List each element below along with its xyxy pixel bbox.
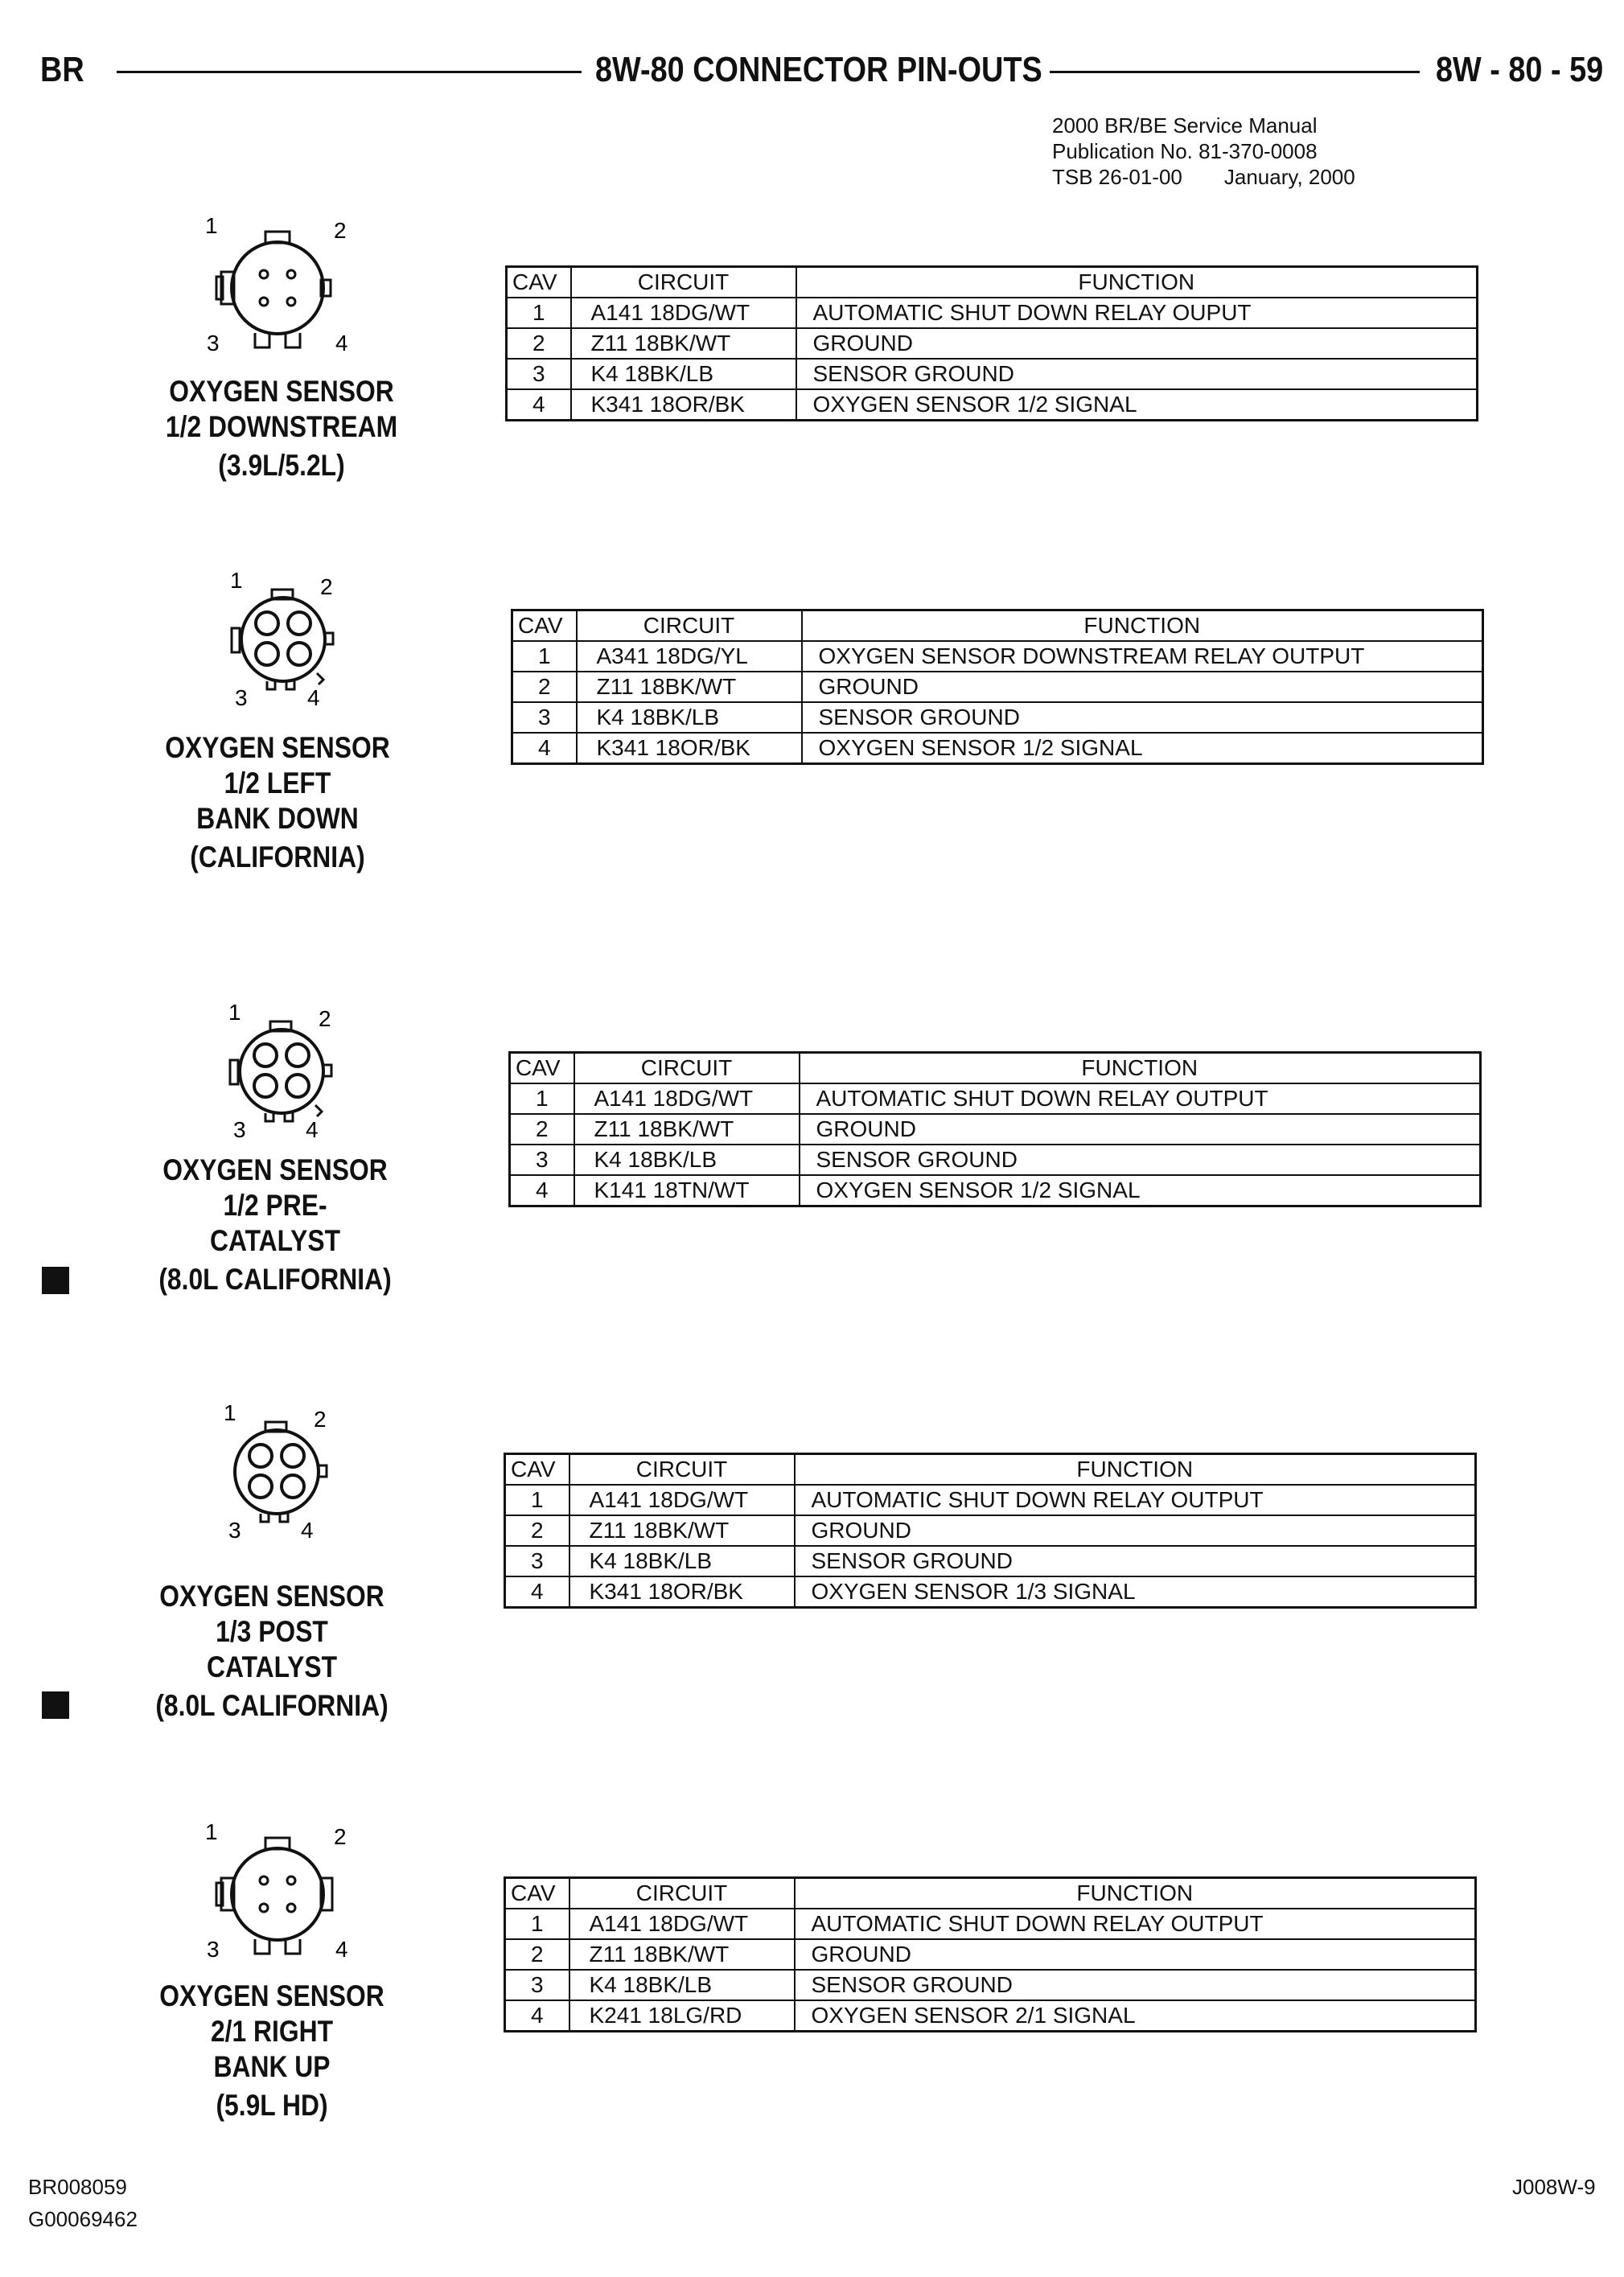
caption-line: BANK UP [213, 2050, 331, 2083]
pin-label-2: 2 [334, 218, 347, 243]
table-row [512, 672, 1483, 702]
footer-code-2: G00069462 [28, 2207, 138, 2231]
cell-function: OXYGEN SENSOR 1/2 SIGNAL [802, 733, 1483, 764]
revision-marker [42, 1691, 69, 1719]
pinout-table-1 [505, 265, 1478, 421]
table-header-row [505, 1878, 1476, 1909]
cell-circuit: A141 18DG/WT [574, 1083, 800, 1114]
pin-label-1: 1 [205, 213, 218, 238]
cell-circuit: Z11 18BK/WT [569, 1939, 795, 1970]
tsb-line [1052, 164, 1355, 190]
col-header-function: FUNCTION [795, 1454, 1476, 1486]
table-row [505, 2000, 1476, 2032]
pin-label-3: 3 [228, 1518, 241, 1543]
pin-label-4: 4 [301, 1518, 314, 1543]
connector-caption-4 [111, 1579, 433, 1724]
pin-label-3: 3 [207, 1937, 220, 1962]
cell-function: GROUND [796, 328, 1478, 359]
pin-label-4: 4 [306, 1117, 319, 1142]
pin-label-3: 3 [207, 331, 220, 356]
caption-line: 1/2 PRE- [223, 1189, 327, 1222]
col-header-circuit: CIRCUIT [571, 267, 796, 298]
cell-circuit: Z11 18BK/WT [569, 1515, 795, 1546]
col-header-function: FUNCTION [800, 1053, 1481, 1084]
cell-cav: 2 [512, 672, 577, 702]
table-row [505, 1970, 1476, 2000]
manual-title: 2000 BR/BE Service Manual [1052, 113, 1318, 138]
cell-circuit: K4 18BK/LB [569, 1546, 795, 1576]
page-title: 8W-80 CONNECTOR PIN-OUTS [595, 50, 1042, 89]
cell-function: OXYGEN SENSOR 1/2 SIGNAL [800, 1175, 1481, 1206]
cell-function: OXYGEN SENSOR DOWNSTREAM RELAY OUTPUT [802, 641, 1483, 672]
col-header-function: FUNCTION [795, 1878, 1476, 1909]
cell-function: AUTOMATIC SHUT DOWN RELAY OUTPUT [800, 1083, 1481, 1114]
page-number: 8W - 80 - 59 [1436, 50, 1604, 89]
table-row [512, 641, 1483, 672]
caption-line: CATALYST [209, 1224, 341, 1257]
pin-label-1: 1 [205, 1819, 218, 1844]
table-row [510, 1114, 1481, 1145]
header-rule-left [117, 71, 582, 73]
pinout-table-5 [504, 1876, 1477, 2032]
pin-label-4: 4 [307, 685, 320, 710]
pin-label-3: 3 [233, 1117, 246, 1142]
table-row [507, 359, 1478, 389]
caption-line: BANK DOWN [196, 802, 359, 835]
cell-function: SENSOR GROUND [796, 359, 1478, 389]
cell-circuit: Z11 18BK/WT [571, 328, 796, 359]
cell-function: SENSOR GROUND [800, 1145, 1481, 1175]
connector-diagram-5 [197, 1814, 358, 1975]
footer-code-1: BR008059 [28, 2175, 127, 2199]
caption-line: OXYGEN SENSOR [159, 1580, 384, 1613]
pinout-table-2 [511, 609, 1484, 765]
col-header-cav: CAV [505, 1454, 569, 1486]
pin-label-4: 4 [335, 331, 348, 356]
cell-cav: 1 [507, 298, 571, 328]
cell-cav: 4 [512, 733, 577, 764]
cell-cav: 4 [505, 2000, 569, 2032]
table-row [512, 733, 1483, 764]
cell-cav: 3 [512, 702, 577, 733]
col-header-circuit: CIRCUIT [569, 1878, 795, 1909]
caption-line: OXYGEN SENSOR [159, 1979, 384, 2012]
publication-number: Publication No. 81-370-0008 [1052, 139, 1318, 163]
cell-cav: 1 [505, 1909, 569, 1939]
table-header-row [507, 267, 1478, 298]
col-header-circuit: CIRCUIT [574, 1053, 800, 1084]
cell-cav: 3 [505, 1546, 569, 1576]
connector-diagram-2 [217, 559, 362, 712]
pin-label-1: 1 [230, 568, 243, 593]
caption-line: 1/3 POST [216, 1615, 328, 1648]
table-row [512, 702, 1483, 733]
cell-function: GROUND [802, 672, 1483, 702]
cell-circuit: K4 18BK/LB [571, 359, 796, 389]
cell-function: OXYGEN SENSOR 1/3 SIGNAL [795, 1576, 1476, 1608]
table-row [505, 1939, 1476, 1970]
cell-cav: 1 [510, 1083, 574, 1114]
cell-cav: 2 [510, 1114, 574, 1145]
cell-circuit: K341 18OR/BK [577, 733, 802, 764]
table-row [507, 298, 1478, 328]
cell-function: SENSOR GROUND [802, 702, 1483, 733]
cell-cav: 3 [505, 1970, 569, 2000]
cell-function: AUTOMATIC SHUT DOWN RELAY OUPUT [796, 298, 1478, 328]
table-row [507, 328, 1478, 359]
cell-circuit: K4 18BK/LB [574, 1145, 800, 1175]
table-row [505, 1909, 1476, 1939]
table-row [507, 389, 1478, 421]
pin-label-1: 1 [228, 1000, 241, 1025]
cell-function: GROUND [800, 1114, 1481, 1145]
col-header-cav: CAV [510, 1053, 574, 1084]
caption-line: 2/1 RIGHT [210, 2015, 334, 2048]
connector-diagram-4 [211, 1391, 356, 1544]
col-header-cav: CAV [507, 267, 571, 298]
cell-circuit: K241 18LG/RD [569, 2000, 795, 2032]
cell-function: SENSOR GROUND [795, 1970, 1476, 2000]
table-header-row [505, 1454, 1476, 1486]
connector-caption-5 [111, 1979, 433, 2123]
col-header-circuit: CIRCUIT [577, 610, 802, 642]
tsb-number: TSB 26-01-00 [1052, 165, 1182, 189]
publication-info [1052, 113, 1355, 190]
cell-circuit: Z11 18BK/WT [577, 672, 802, 702]
tsb-date: January, 2000 [1223, 165, 1355, 189]
pin-label-2: 2 [314, 1407, 327, 1432]
header-section-code: BR [40, 50, 84, 89]
cell-cav: 3 [510, 1145, 574, 1175]
connector-diagram-3 [216, 991, 360, 1144]
cell-circuit: K4 18BK/LB [577, 702, 802, 733]
cell-cav: 1 [505, 1485, 569, 1515]
caption-engine: (5.9L HD) [216, 2089, 328, 2122]
col-header-function: FUNCTION [796, 267, 1478, 298]
cell-circuit: K4 18BK/LB [569, 1970, 795, 2000]
cell-cav: 4 [507, 389, 571, 421]
table-row [510, 1083, 1481, 1114]
caption-line: 1/2 LEFT [224, 767, 331, 799]
table-row [510, 1145, 1481, 1175]
caption-line: OXYGEN SENSOR [165, 731, 390, 764]
pinout-table-4 [504, 1453, 1477, 1609]
cell-cav: 2 [505, 1939, 569, 1970]
cell-circuit: K341 18OR/BK [571, 389, 796, 421]
col-header-cav: CAV [512, 610, 577, 642]
connector-caption-1 [121, 374, 442, 483]
cell-cav: 1 [512, 641, 577, 672]
caption-engine: (8.0L CALIFORNIA) [155, 1689, 389, 1722]
pinout-table-3 [508, 1051, 1482, 1207]
cell-cav: 4 [510, 1175, 574, 1206]
pin-label-4: 4 [335, 1937, 348, 1962]
pin-label-2: 2 [334, 1824, 347, 1849]
col-header-function: FUNCTION [802, 610, 1483, 642]
table-row [505, 1576, 1476, 1608]
cell-function: AUTOMATIC SHUT DOWN RELAY OUTPUT [795, 1909, 1476, 1939]
revision-marker [42, 1267, 69, 1294]
cell-function: GROUND [795, 1515, 1476, 1546]
cell-function: OXYGEN SENSOR 1/2 SIGNAL [796, 389, 1478, 421]
cell-function: SENSOR GROUND [795, 1546, 1476, 1576]
cell-cav: 2 [505, 1515, 569, 1546]
pin-label-1: 1 [224, 1400, 236, 1425]
cell-circuit: A141 18DG/WT [569, 1909, 795, 1939]
connector-caption-2 [117, 730, 438, 875]
cell-function: AUTOMATIC SHUT DOWN RELAY OUTPUT [795, 1485, 1476, 1515]
header-rule-right [1050, 71, 1420, 73]
table-row [510, 1175, 1481, 1206]
cell-function: OXYGEN SENSOR 2/1 SIGNAL [795, 2000, 1476, 2032]
caption-line: OXYGEN SENSOR [169, 375, 394, 408]
connector-diagram-1 [197, 208, 358, 368]
cell-circuit: A341 18DG/YL [577, 641, 802, 672]
caption-line: 1/2 DOWNSTREAM [165, 410, 398, 443]
cell-cav: 4 [505, 1576, 569, 1608]
pin-label-2: 2 [320, 574, 333, 599]
caption-engine: (3.9L/5.2L) [218, 449, 345, 482]
table-header-row [510, 1053, 1481, 1084]
table-row [505, 1485, 1476, 1515]
table-row [505, 1546, 1476, 1576]
pin-label-3: 3 [235, 685, 248, 710]
caption-engine: (8.0L CALIFORNIA) [158, 1263, 392, 1296]
cell-function: GROUND [795, 1939, 1476, 1970]
cell-circuit: Z11 18BK/WT [574, 1114, 800, 1145]
cell-circuit: K141 18TN/WT [574, 1175, 800, 1206]
caption-engine: (CALIFORNIA) [190, 841, 365, 873]
cell-cav: 2 [507, 328, 571, 359]
caption-line: OXYGEN SENSOR [162, 1153, 388, 1186]
pin-label-2: 2 [319, 1006, 331, 1031]
footer-code-right: J008W-9 [1512, 2175, 1596, 2199]
table-row [505, 1515, 1476, 1546]
caption-line: CATALYST [206, 1650, 338, 1683]
cell-cav: 3 [507, 359, 571, 389]
cell-circuit: A141 18DG/WT [571, 298, 796, 328]
table-header-row [512, 610, 1483, 642]
col-header-cav: CAV [505, 1878, 569, 1909]
connector-caption-3 [114, 1153, 436, 1297]
cell-circuit: A141 18DG/WT [569, 1485, 795, 1515]
cell-circuit: K341 18OR/BK [569, 1576, 795, 1608]
col-header-circuit: CIRCUIT [569, 1454, 795, 1486]
